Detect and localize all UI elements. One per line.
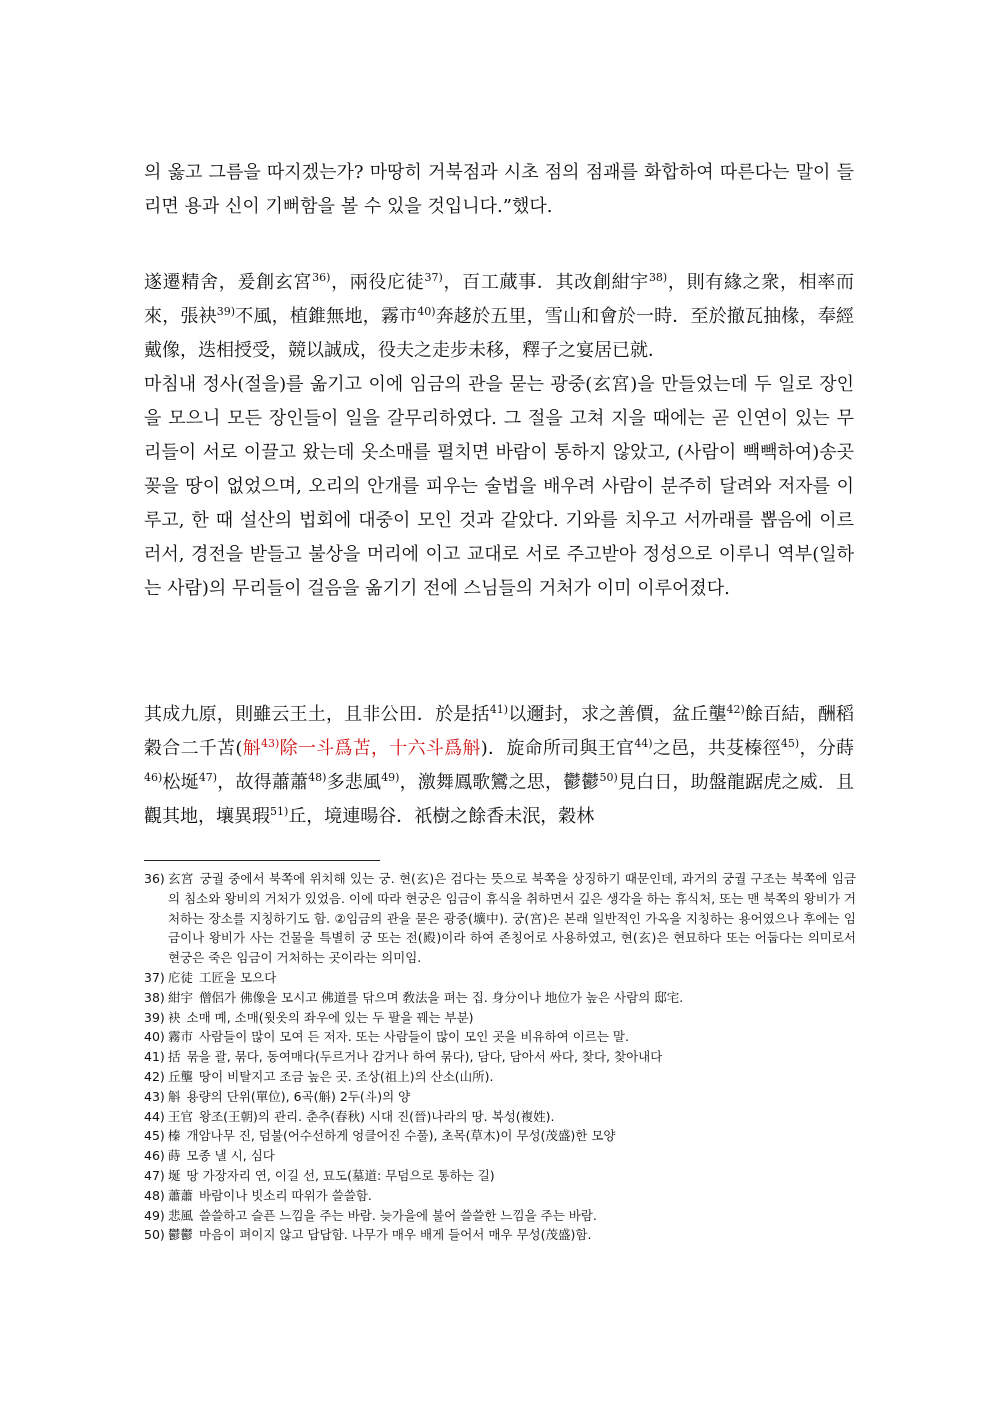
footnote-item [144,1067,856,1087]
text-segment: 遂遷精舍，爰創玄宮 [144,272,313,293]
footnote-term: 袂 [168,1009,181,1025]
footnote-definition: 사람들이 많이 모여 든 저자. 또는 사람들이 많이 모인 곳을 비유하여 이르는 말. [199,1029,629,1045]
footnote-definition: 僧侶가 佛像을 모시고 佛道를 닦으며 敎法을 펴는 집. 身分이나 地位가 높은 사람의 邸宅. [199,989,684,1005]
footnote-ref[interactable]: 36) [312,271,331,284]
text-segment: 不風，植錐無地，霧市 [235,306,418,327]
footnote-definition: 용량의 단위(單位), 6곡(斛) 2두(斗)의 양 [186,1088,411,1104]
korean-translation-paragraph: 마침내 정사(절을)를 옮기고 이에 임금의 관을 묻는 광중(玄宮)을 만들었는데 두 일로 장인을 모으니 모든 장인들이 일을 갈무리하였다. 그 절을 고쳐 지을 때에는 곧 인연이 있는 무리들이 서로 이끌고 왔는데 옷소매를 펼치면 바람이 통하지 않았고, (사람이 빽빽하여)송곳 꽂을 땅이 없었으며, 오리의 안개를 피우는 술법을 배우려 사람이 분주히 달려와 저자를 이루고, 한 때 설산의 법회에 대중이 모인 것과 같았다. 기와를 치우고 서까래를 뽑음에 이르러서, 경전을 받들고 불상을 머리에 이고 교대로 서로 주고받아 정성으로 이루니 역부(일하는 사람)의 무리들이 걸음을 옮기기 전에 스님들의 거처가 이미 이루어졌다. [144,374,854,599]
footnote-text [168,1047,856,1067]
footnote-text [168,1107,856,1127]
footnote-term: 丘壟 [168,1068,194,1084]
footnote-text [168,1126,856,1146]
footnote-text [168,1225,856,1245]
footnote-text [168,1027,856,1047]
text-segment: 松埏 [162,772,199,793]
footnote-number: 45) [144,1128,165,1144]
red-annotation-text: 除一斗爲苫，十六斗爲斛 [279,738,481,759]
footnote-item [144,1087,856,1107]
footnote-item [144,1225,856,1245]
footnote-number: 39) [144,1009,165,1025]
footnote-term: 蒔 [168,1148,181,1164]
text-segment: 多悲風 [326,772,382,793]
footnote-text [168,1186,856,1206]
footnote-definition: 묶을 괄, 묶다, 동여매다(두르거나 감거나 하여 묶다), 담다, 담아서 싸다, 찾다, 찾아내다 [186,1049,663,1065]
footnote-term: 鬱鬱 [168,1227,194,1243]
text-segment: )．旋命所司與王官 [480,738,635,759]
footnote-term: 括 [168,1049,181,1065]
footnote-number: 43) [144,1088,165,1104]
footnote-number: 37) [144,969,165,985]
footnote-definition: 땅 가장자리 연, 이길 선, 묘도(墓道: 무덤으로 통하는 길) [186,1167,495,1183]
text-segment: 其成九原，則雖云王土，且非公田．於是括 [144,704,490,725]
footnote-text [168,1067,856,1087]
footnote-definition: 마음이 펴이지 않고 답답함. 나무가 매우 배게 들어서 매우 무성(茂盛)함. [199,1227,592,1243]
footnote-definition: 땅이 비탈지고 조금 높은 곳. 조상(祖上)의 산소(山所). [199,1068,494,1084]
footnote-definition: 왕조(王朝)의 관리. 춘추(春秋) 시대 진(晉)나라의 땅. 복성(複姓). [199,1108,555,1124]
footnote-number: 36) [144,871,165,886]
text-segment: 見白日，助盤龍踞虎之威．且觀其地，壤異瑕 [144,772,855,827]
footnotes [144,869,856,1245]
footnote-term: 庀徒 [168,969,194,985]
footnote-ref[interactable]: 46) [144,771,163,784]
footnote-ref[interactable]: 45) [780,737,800,750]
footnote-item [144,1186,856,1206]
footnote-text [168,1087,856,1107]
footnote-term: 紺宇 [168,989,194,1005]
footnote-ref[interactable]: 44) [634,737,653,750]
text-segment: 丘，境連暘谷．祇樹之餘香未泯，穀林 [288,806,595,827]
footnote-number: 42) [144,1068,165,1084]
footnote-definition: 소매 몌, 소매(윗옷의 좌우에 있는 두 팔을 꿰는 부분) [186,1009,474,1025]
footnote-definition: 바람이나 빗소리 따위가 쓸쓸함. [199,1187,372,1203]
text-segment: ，則有緣之衆，相率而來，張袂 [144,272,855,327]
footnote-number: 49) [144,1207,165,1223]
footnote-definition: 궁궐 중에서 북쪽에 위치해 있는 궁. 현(玄)은 검다는 뜻으로 북쪽을 상징하기 때문인데, 과거의 궁궐 구조는 북쪽에 임금의 침소와 왕비의 거처가 있었음. 이에 따라 현궁은 임금이 휴식을 취하면서 깊은 생각을 하는 휴식처, 또는 맨 북쪽의 왕비가 거처하는 장소를 지칭하기도 함. ②임금의 관을 묻은 광중(壙中). 궁(宮)은 본래 일반적인 가옥을 지칭하는 용어였으나 후에는 임금이나 왕비가 사는 건물을 특별히 궁 또는 전(殿)이라 하여 존칭어로 사용하였고, 현(玄)은 현묘하다 또는 어둡다는 의미로서 현궁은 죽은 임금이 거처하는 곳이라는 의미임. [168,871,856,966]
footnote-term: 斛 [168,1088,181,1104]
classical-chinese-paragraph-2 [144,698,854,834]
footnote-ref[interactable]: 41) [489,703,508,716]
footnote-item [144,1166,856,1186]
footnote-ref[interactable]: 40) [417,305,436,318]
footnote-number: 38) [144,989,165,1005]
footnote-number: 48) [144,1187,165,1203]
footnote-ref[interactable]: 48) [308,771,327,784]
footnote-term: 玄宮 [168,871,194,886]
footnote-definition: 개암나무 진, 덤불(어수선하게 엉클어진 수풀), 초목(草木)이 무성(茂盛)한 모양 [186,1128,616,1144]
footnote-item [144,1107,856,1127]
footnote-text [168,1206,856,1226]
footnote-number: 50) [144,1227,165,1243]
red-annotation-char: 斛 [242,738,262,759]
footnote-definition: 工匠을 모으다 [199,969,277,985]
footnote-text [168,1146,856,1166]
classical-chinese-paragraph-1 [144,266,854,368]
text-segment: 以邇封，求之善價，盆丘壟 [508,704,727,725]
footnote-item [144,1047,856,1067]
footnote-ref[interactable]: 50) [599,771,618,784]
footnote-text [168,988,856,1008]
text-segment: ，分蒔 [799,738,855,759]
footnote-item [144,1126,856,1146]
text-segment: 奔趍於五里，雪山和會於一時．至於撤瓦抽椽，奉經戴像，迭相授受，競以誠成，役夫之走步未移，釋子之宴居已就． [144,306,855,361]
footnote-item [144,1027,856,1047]
footnote-item [144,988,856,1008]
footnote-number: 46) [144,1148,165,1164]
footnote-term: 榛 [168,1128,181,1144]
text-segment: 之邑，共芟榛徑 [652,738,781,759]
text-segment: ，激舞鳳歌鸞之思，鬱鬱 [399,772,600,793]
footnote-ref[interactable]: 38) [648,271,668,284]
footnote-item [144,1206,856,1226]
text-segment: ，兩役庀徒 [330,272,425,293]
text-segment: 餘百結，酬稻穀合二千苫( [144,704,855,759]
text-segment: ，百工蕆事．其改創紺宇 [442,272,649,293]
footnote-term: 霧市 [168,1029,194,1045]
footnote-item [144,1146,856,1166]
footnote-term: 埏 [168,1167,181,1183]
footnote-ref[interactable]: 51) [270,805,289,818]
footnote-item [144,1008,856,1028]
footnote-ref[interactable]: 43) [261,737,280,750]
text-segment: ，故得蕭蕭 [217,772,309,793]
korean-paragraph-continued: 의 옳고 그름을 따지겠는가? 마땅히 거북점과 시초 점의 점괘를 화합하여 따른다는 말이 들리면 용과 신이 기뻐함을 볼 수 있을 것입니다.”했다. [144,162,854,217]
footnote-divider [144,860,380,861]
footnote-item [144,968,856,988]
footnote-ref[interactable]: 42) [726,703,745,716]
footnote-term: 悲風 [168,1207,194,1223]
footnote-ref[interactable]: 37) [424,271,443,284]
footnote-term: 蕭蕭 [168,1187,194,1203]
footnote-term: 王官 [168,1108,194,1124]
footnote-text [168,1166,856,1186]
footnote-text [168,869,856,968]
footnote-number: 47) [144,1167,165,1183]
footnote-ref[interactable]: 49) [381,771,400,784]
footnote-ref[interactable]: 39) [216,305,236,318]
footnote-ref[interactable]: 47) [198,771,218,784]
footnote-text [168,1008,856,1028]
footnote-definition: 쓸쓸하고 슬픈 느낌을 주는 바람. 늦가을에 불어 쓸쓸한 느낌을 주는 바람. [199,1207,597,1223]
footnote-text [168,968,856,988]
footnote-item [144,869,856,968]
footnote-number: 40) [144,1029,165,1045]
footnote-definition: 모종 낼 시, 심다 [186,1148,275,1164]
footnote-number: 44) [144,1108,165,1124]
footnote-number: 41) [144,1049,165,1065]
